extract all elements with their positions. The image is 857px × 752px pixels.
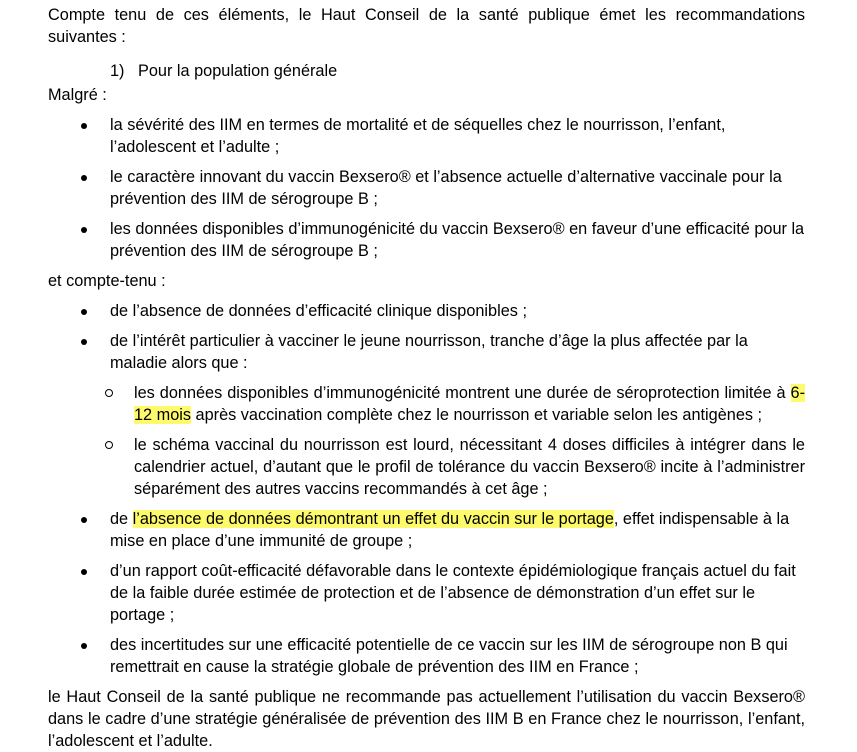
circle-bullet-icon — [105, 389, 113, 397]
bullet-icon — [81, 517, 87, 523]
list-item — [48, 508, 805, 552]
document-page — [48, 4, 805, 752]
section-heading — [48, 60, 805, 82]
list-item-text: la sévérité des IIM en termes de mortalité et de séquelles chez le nourrisson, l’enfant, l’adolescent et l’adulte ; — [110, 116, 726, 156]
bullet-icon — [81, 123, 87, 129]
circle-bullet-icon — [105, 441, 113, 449]
sub-item-text-before: les données disponibles d’immunogénicité montrent une durée de séroprotection limitée à — [134, 384, 791, 402]
list-item-text-before: de — [110, 510, 133, 528]
bullet-icon — [81, 569, 87, 575]
bullet-icon — [81, 643, 87, 649]
list-item-text: d’un rapport coût-efficacité défavorable dans le contexte épidémiologique français actuel du fait de la faible durée estimée de protection et de l’absence de démonstration d’un effet sur le portage ; — [110, 562, 796, 624]
malgre-label: Malgré : — [48, 86, 107, 104]
list-item-text: le caractère innovant du vaccin Bexsero® et l’absence actuelle d’alternative vaccinale pour la prévention des IIM de sérogroupe B ; — [110, 168, 782, 208]
list-item — [48, 218, 805, 262]
section-title: Pour la population générale — [138, 62, 338, 80]
sub-item-text: le schéma vaccinal du nourrisson est lourd, nécessitant 4 doses difficiles à intégrer dans le calendrier actuel, d’autant que le profil de tolérance du vaccin Bexsero® incite à l’administrer séparément des autres vaccins recommandés à cet âge ; — [134, 436, 805, 498]
sub-list — [110, 382, 805, 500]
list-item-text-after: , effet indispensable à la mise en place d’une immunité de groupe ; — [110, 510, 790, 550]
list-item — [48, 330, 805, 500]
compte-list — [48, 300, 805, 678]
list-item — [48, 560, 805, 626]
list-item-text: de l’intérêt particulier à vacciner le jeune nourrisson, tranche d’âge la plus affectée par la maladie alors que : — [110, 332, 748, 372]
sub-list-item — [110, 382, 805, 426]
bullet-icon — [81, 309, 87, 315]
sub-item-text-after: après vaccination complète chez le nourrisson et variable selon les antigènes ; — [191, 406, 763, 424]
list-item — [48, 166, 805, 210]
list-item — [48, 634, 805, 678]
list-item-text: de l’absence de données d’efficacité clinique disponibles ; — [110, 302, 527, 320]
highlighted-text: 6-12 mois — [134, 384, 805, 424]
intro-paragraph: Compte tenu de ces éléments, le Haut Conseil de la santé publique émet les recommandations suivantes : — [48, 6, 805, 46]
bullet-icon — [81, 227, 87, 233]
compte-label: et compte-tenu : — [48, 272, 166, 290]
section-number: 1) — [110, 62, 125, 80]
list-item — [48, 114, 805, 158]
bullet-icon — [81, 175, 87, 181]
bullet-icon — [81, 339, 87, 345]
list-item-text: les données disponibles d’immunogénicité du vaccin Bexsero® en faveur d’une efficacité pour la prévention des IIM de sérogroupe B ; — [110, 220, 805, 260]
malgre-list — [48, 114, 805, 262]
list-item — [48, 300, 805, 322]
list-item-text: des incertitudes sur une efficacité potentielle de ce vaccin sur les IIM de sérogroupe non B qui remettrait en cause la stratégie globale de prévention des IIM en France ; — [110, 636, 788, 676]
highlighted-text: l’absence de données démontrant un effet du vaccin sur le portage — [132, 510, 614, 528]
sub-list-item — [110, 434, 805, 500]
conclusion-paragraph: le Haut Conseil de la santé publique ne recommande pas actuellement l’utilisation du vaccin Bexsero® dans le cadre d’une stratégie généralisée de prévention des IIM B en France chez le nourrisson, l’enfant, l’adolescent et l’adulte. — [48, 688, 805, 750]
